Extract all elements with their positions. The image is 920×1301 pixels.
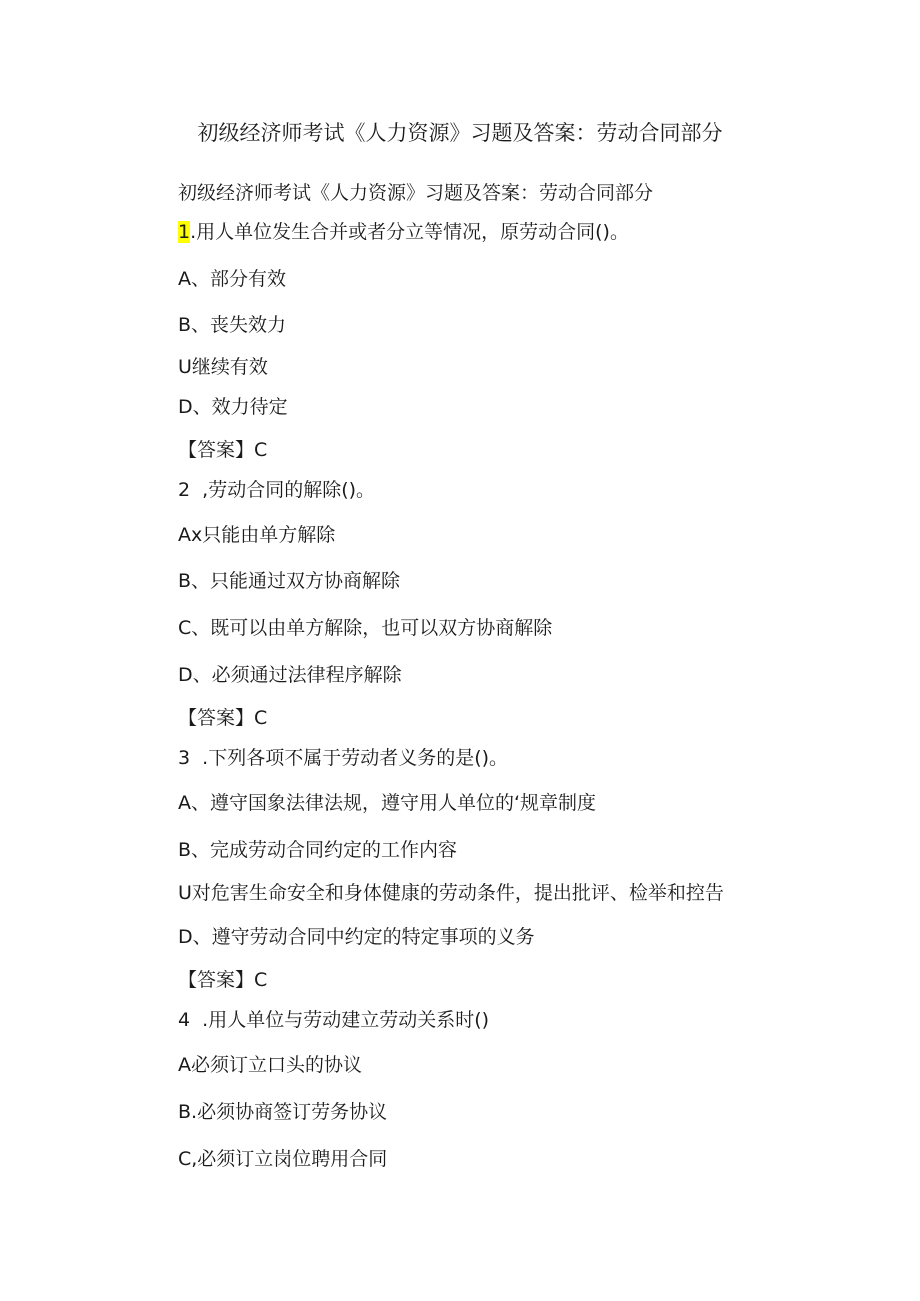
document-title: 初级经济师考试《人力资源》习题及答案：劳动合同部分 — [197, 121, 723, 145]
question-1-option-a: A、部分有效 — [178, 268, 286, 290]
question-4-text: 4 .用人单位与劳动建立劳动关系时() — [178, 1009, 490, 1031]
question-2-text: 2 ,劳动合同的解除()。 — [178, 479, 376, 501]
question-number-highlight: 1 — [178, 221, 191, 243]
document-subtitle: 初级经济师考试《人力资源》习题及答案：劳动合同部分 — [178, 182, 654, 204]
question-stem: 用人单位发生合并或者分立等情况，原劳动合同()。 — [196, 221, 629, 243]
question-1-option-d: D、效力待定 — [178, 396, 288, 418]
question-3-option-c: U对危害生命安全和身体健康的劳动条件，提出批评、检举和控告 — [178, 882, 724, 904]
question-4-option-a: A必须订立口头的协议 — [178, 1054, 362, 1076]
question-2-option-a: Ax只能由单方解除 — [178, 524, 336, 546]
question-1-text — [178, 219, 629, 245]
question-4-option-c: C,必须订立岗位聘用合同 — [178, 1148, 388, 1170]
question-4-option-b: B.必须协商签订劳务协议 — [178, 1101, 388, 1123]
question-3-option-b: B、完成劳动合同约定的工作内容 — [178, 839, 458, 861]
question-1-answer: 【答案】C — [178, 439, 268, 461]
question-2-option-b: B、只能通过双方协商解除 — [178, 570, 401, 592]
question-1-option-c: U继续有效 — [178, 356, 268, 378]
question-1-option-b: B、丧失效力 — [178, 314, 287, 336]
question-2-option-d: D、必须通过法律程序解除 — [178, 664, 402, 686]
question-3-option-d: D、遵守劳动合同中约定的特定事项的义务 — [178, 926, 535, 948]
question-3-option-a: A、遵守国象法律法规，遵守用人单位的‘规章制度 — [178, 792, 597, 814]
question-3-answer: 【答案】C — [178, 969, 268, 991]
question-number-suffix: . — [190, 221, 197, 243]
question-2-answer: 【答案】C — [178, 707, 268, 729]
question-2-option-c: C、既可以由单方解除，也可以双方协商解除 — [178, 617, 553, 639]
question-3-text: 3 .下列各项不属于劳动者义务的是()。 — [178, 747, 509, 769]
